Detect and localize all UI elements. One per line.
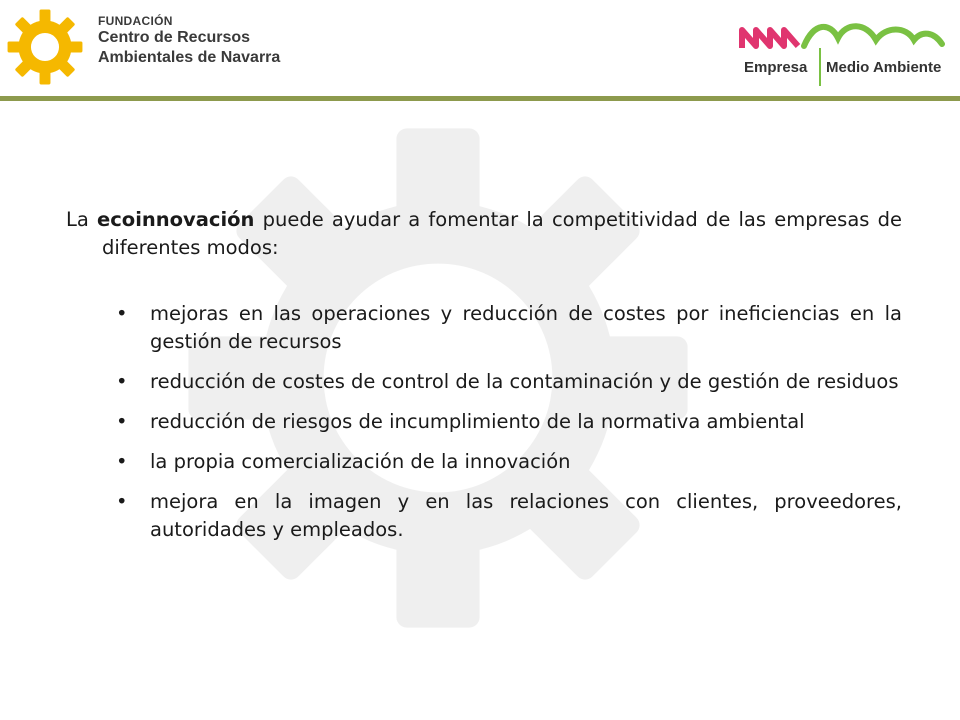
- list-item: [116, 488, 902, 544]
- gear-icon: [6, 8, 84, 86]
- list-item: [116, 368, 902, 396]
- list-item-text: reducción de riesgos de incumplimiento de la normativa ambiental: [150, 410, 805, 433]
- foundation-line-1: FUNDACIÓN: [98, 14, 173, 28]
- intro-prefix: La: [66, 208, 98, 231]
- wave-pink-icon: [742, 30, 798, 48]
- list-item-text: mejora en la imagen y en las relaciones con clientes, proveedores, autoridades y empleados.: [150, 490, 902, 541]
- intro-rest: puede ayudar a fomentar la competitividad de las empresas de diferentes modos:: [102, 208, 902, 259]
- intro-emphasis: ecoinnovación: [97, 208, 255, 231]
- foundation-line-2: Centro de Recursos: [98, 29, 251, 46]
- list-item: [116, 408, 902, 436]
- slide-content: [66, 206, 902, 556]
- logo-label-medio-ambiente: Medio Ambiente: [826, 59, 942, 76]
- bullet-icon: •: [116, 490, 128, 513]
- foundation-name: [98, 14, 280, 68]
- bullet-icon: •: [116, 450, 128, 473]
- bullet-icon: •: [116, 302, 128, 325]
- header: [0, 0, 960, 96]
- bullet-icon: •: [116, 410, 128, 433]
- list-item: [116, 448, 902, 476]
- list-item-text: reducción de costes de control de la contaminación y de gestión de residuos: [150, 370, 899, 393]
- foundation-line-3: Ambientales de Navarra: [98, 49, 281, 66]
- list-item: [116, 300, 902, 356]
- wave-green-icon: [804, 26, 942, 46]
- benefits-list: [66, 300, 902, 544]
- list-item-text: mejoras en las operaciones y reducción de costes por ineficiencias en la gestión de recursos: [150, 302, 902, 353]
- empresa-medio-ambiente-logo: [738, 18, 948, 90]
- header-divider: [0, 96, 960, 101]
- bullet-icon: •: [116, 370, 128, 393]
- intro-paragraph: [66, 206, 902, 262]
- logo-label-empresa: Empresa: [744, 59, 808, 76]
- list-item-text: la propia comercialización de la innovación: [150, 450, 571, 473]
